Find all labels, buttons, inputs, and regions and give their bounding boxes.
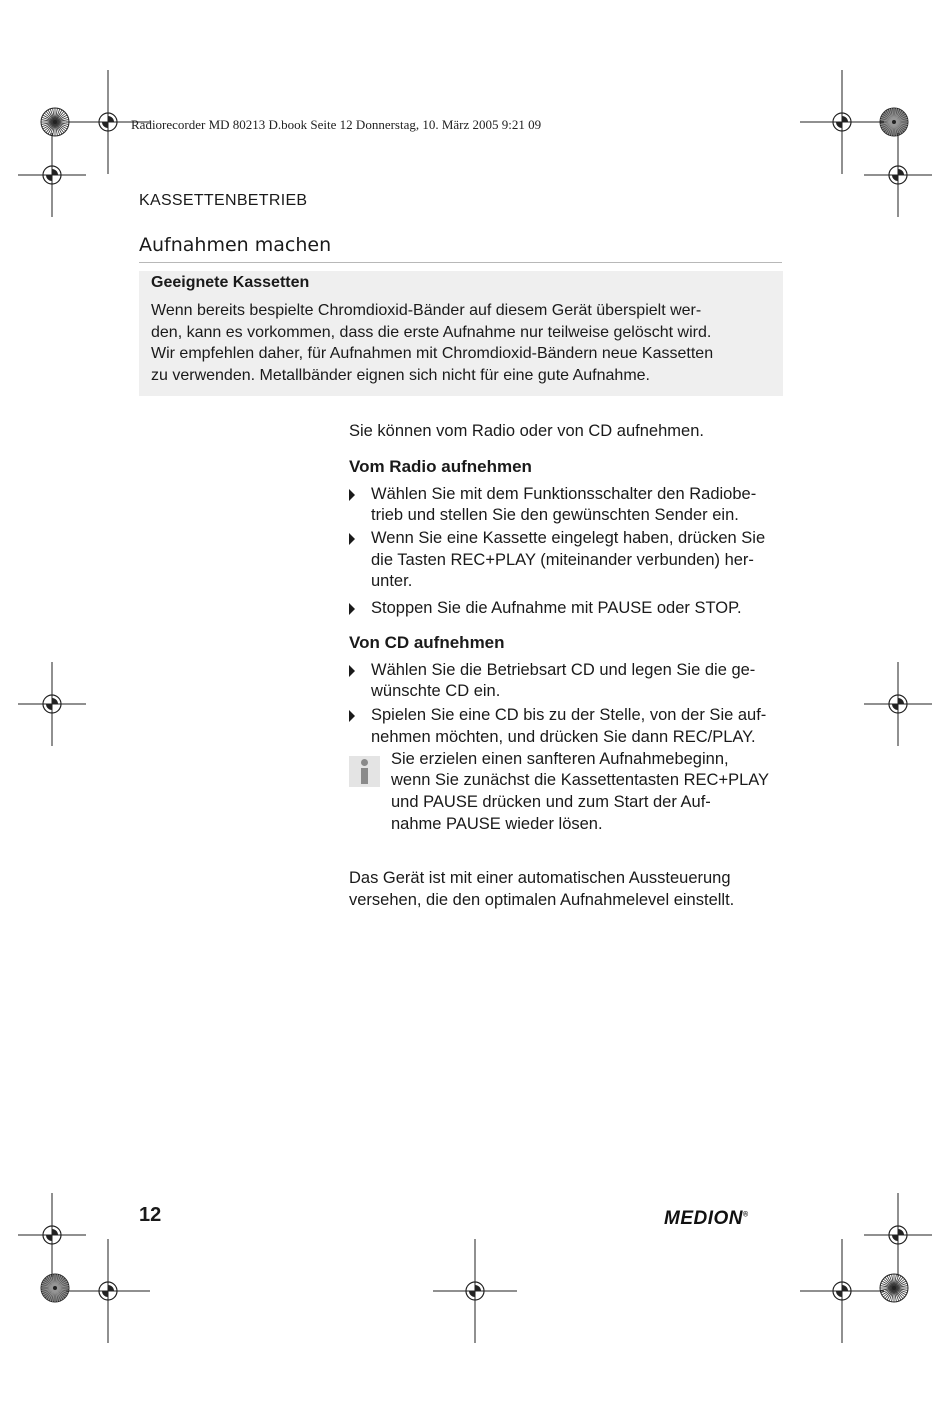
bullet-arrow-icon: [349, 603, 355, 615]
radio-step-3: Stoppen Sie die Aufnahme mit PAUSE oder STOP.: [371, 599, 742, 617]
tip-line: nahme PAUSE wieder lösen.: [391, 815, 603, 833]
radio-step-1-cont: trieb und stellen Sie den gewünschten Sender ein.: [371, 506, 739, 524]
notice-box: [139, 271, 783, 396]
closing-line: versehen, die den optimalen Aufnahmelevel einstellt.: [349, 890, 735, 909]
page-number: 12: [139, 1204, 162, 1226]
cd-step-2-cont: nehmen möchten, und drücken Sie dann REC/PLAY.: [371, 728, 756, 746]
notice-title: Geeignete Kassetten: [151, 274, 310, 291]
tip-line: und PAUSE drücken und zum Start der Auf-: [391, 793, 711, 811]
info-icon: [349, 756, 380, 787]
cd-step-1: Wählen Sie die Betriebsart CD und legen Sie die ge-: [371, 661, 756, 679]
intro-text: Sie können vom Radio oder von CD aufnehmen.: [349, 422, 704, 440]
bullet-arrow-icon: [349, 665, 355, 677]
tip-line: wenn Sie zunächst die Kassettentasten REC+PLAY: [391, 771, 770, 789]
cd-step-1-cont: wünschte CD ein.: [371, 682, 501, 700]
bullet-arrow-icon: [349, 710, 355, 722]
section-label: KASSETTENBETRIEB: [139, 192, 308, 209]
notice-line: zu verwenden. Metallbänder eignen sich nicht für eine gute Aufnahme.: [151, 366, 650, 384]
cd-step-2: Spielen Sie eine CD bis zu der Stelle, von der Sie auf-: [371, 706, 767, 724]
tip-line: Sie erzielen einen sanfteren Aufnahmebeginn,: [391, 750, 729, 768]
notice-line: Wir empfehlen daher, für Aufnahmen mit Chromdioxid-Bändern neue Kassetten: [151, 345, 714, 362]
print-header: Radiorecorder MD 80213 D.book Seite 12 Donnerstag, 10. März 2005 9:21 09: [131, 117, 542, 132]
notice-line: den, kann es vorkommen, dass die erste Aufnahme nur teilweise gelöscht wird.: [151, 323, 712, 341]
cd-heading: Von CD aufnehmen: [349, 633, 505, 652]
notice-text: [151, 300, 777, 386]
radio-step-2: Wenn Sie eine Kassette eingelegt haben, drücken Sie: [371, 529, 766, 547]
radio-step-2-cont: unter.: [371, 572, 413, 590]
radio-heading: Vom Radio aufnehmen: [349, 457, 532, 476]
page-title: Aufnahmen machen: [139, 234, 332, 256]
radio-step-2-cont: die Tasten REC+PLAY (miteinander verbunden) her-: [371, 551, 754, 569]
closing-text: [349, 868, 784, 911]
closing-line: Das Gerät ist mit einer automatischen Aussteuerung: [349, 869, 731, 887]
notice-line: Wenn bereits bespielte Chromdioxid-Bänder auf diesem Gerät überspielt wer-: [151, 302, 702, 319]
brand-logo: MEDION®: [664, 1208, 749, 1229]
bullet-arrow-icon: [349, 533, 355, 545]
heading-divider: [139, 262, 782, 263]
bullet-arrow-icon: [349, 489, 355, 501]
radio-step-1: Wählen Sie mit dem Funktionsschalter den Radiobe-: [371, 485, 757, 503]
